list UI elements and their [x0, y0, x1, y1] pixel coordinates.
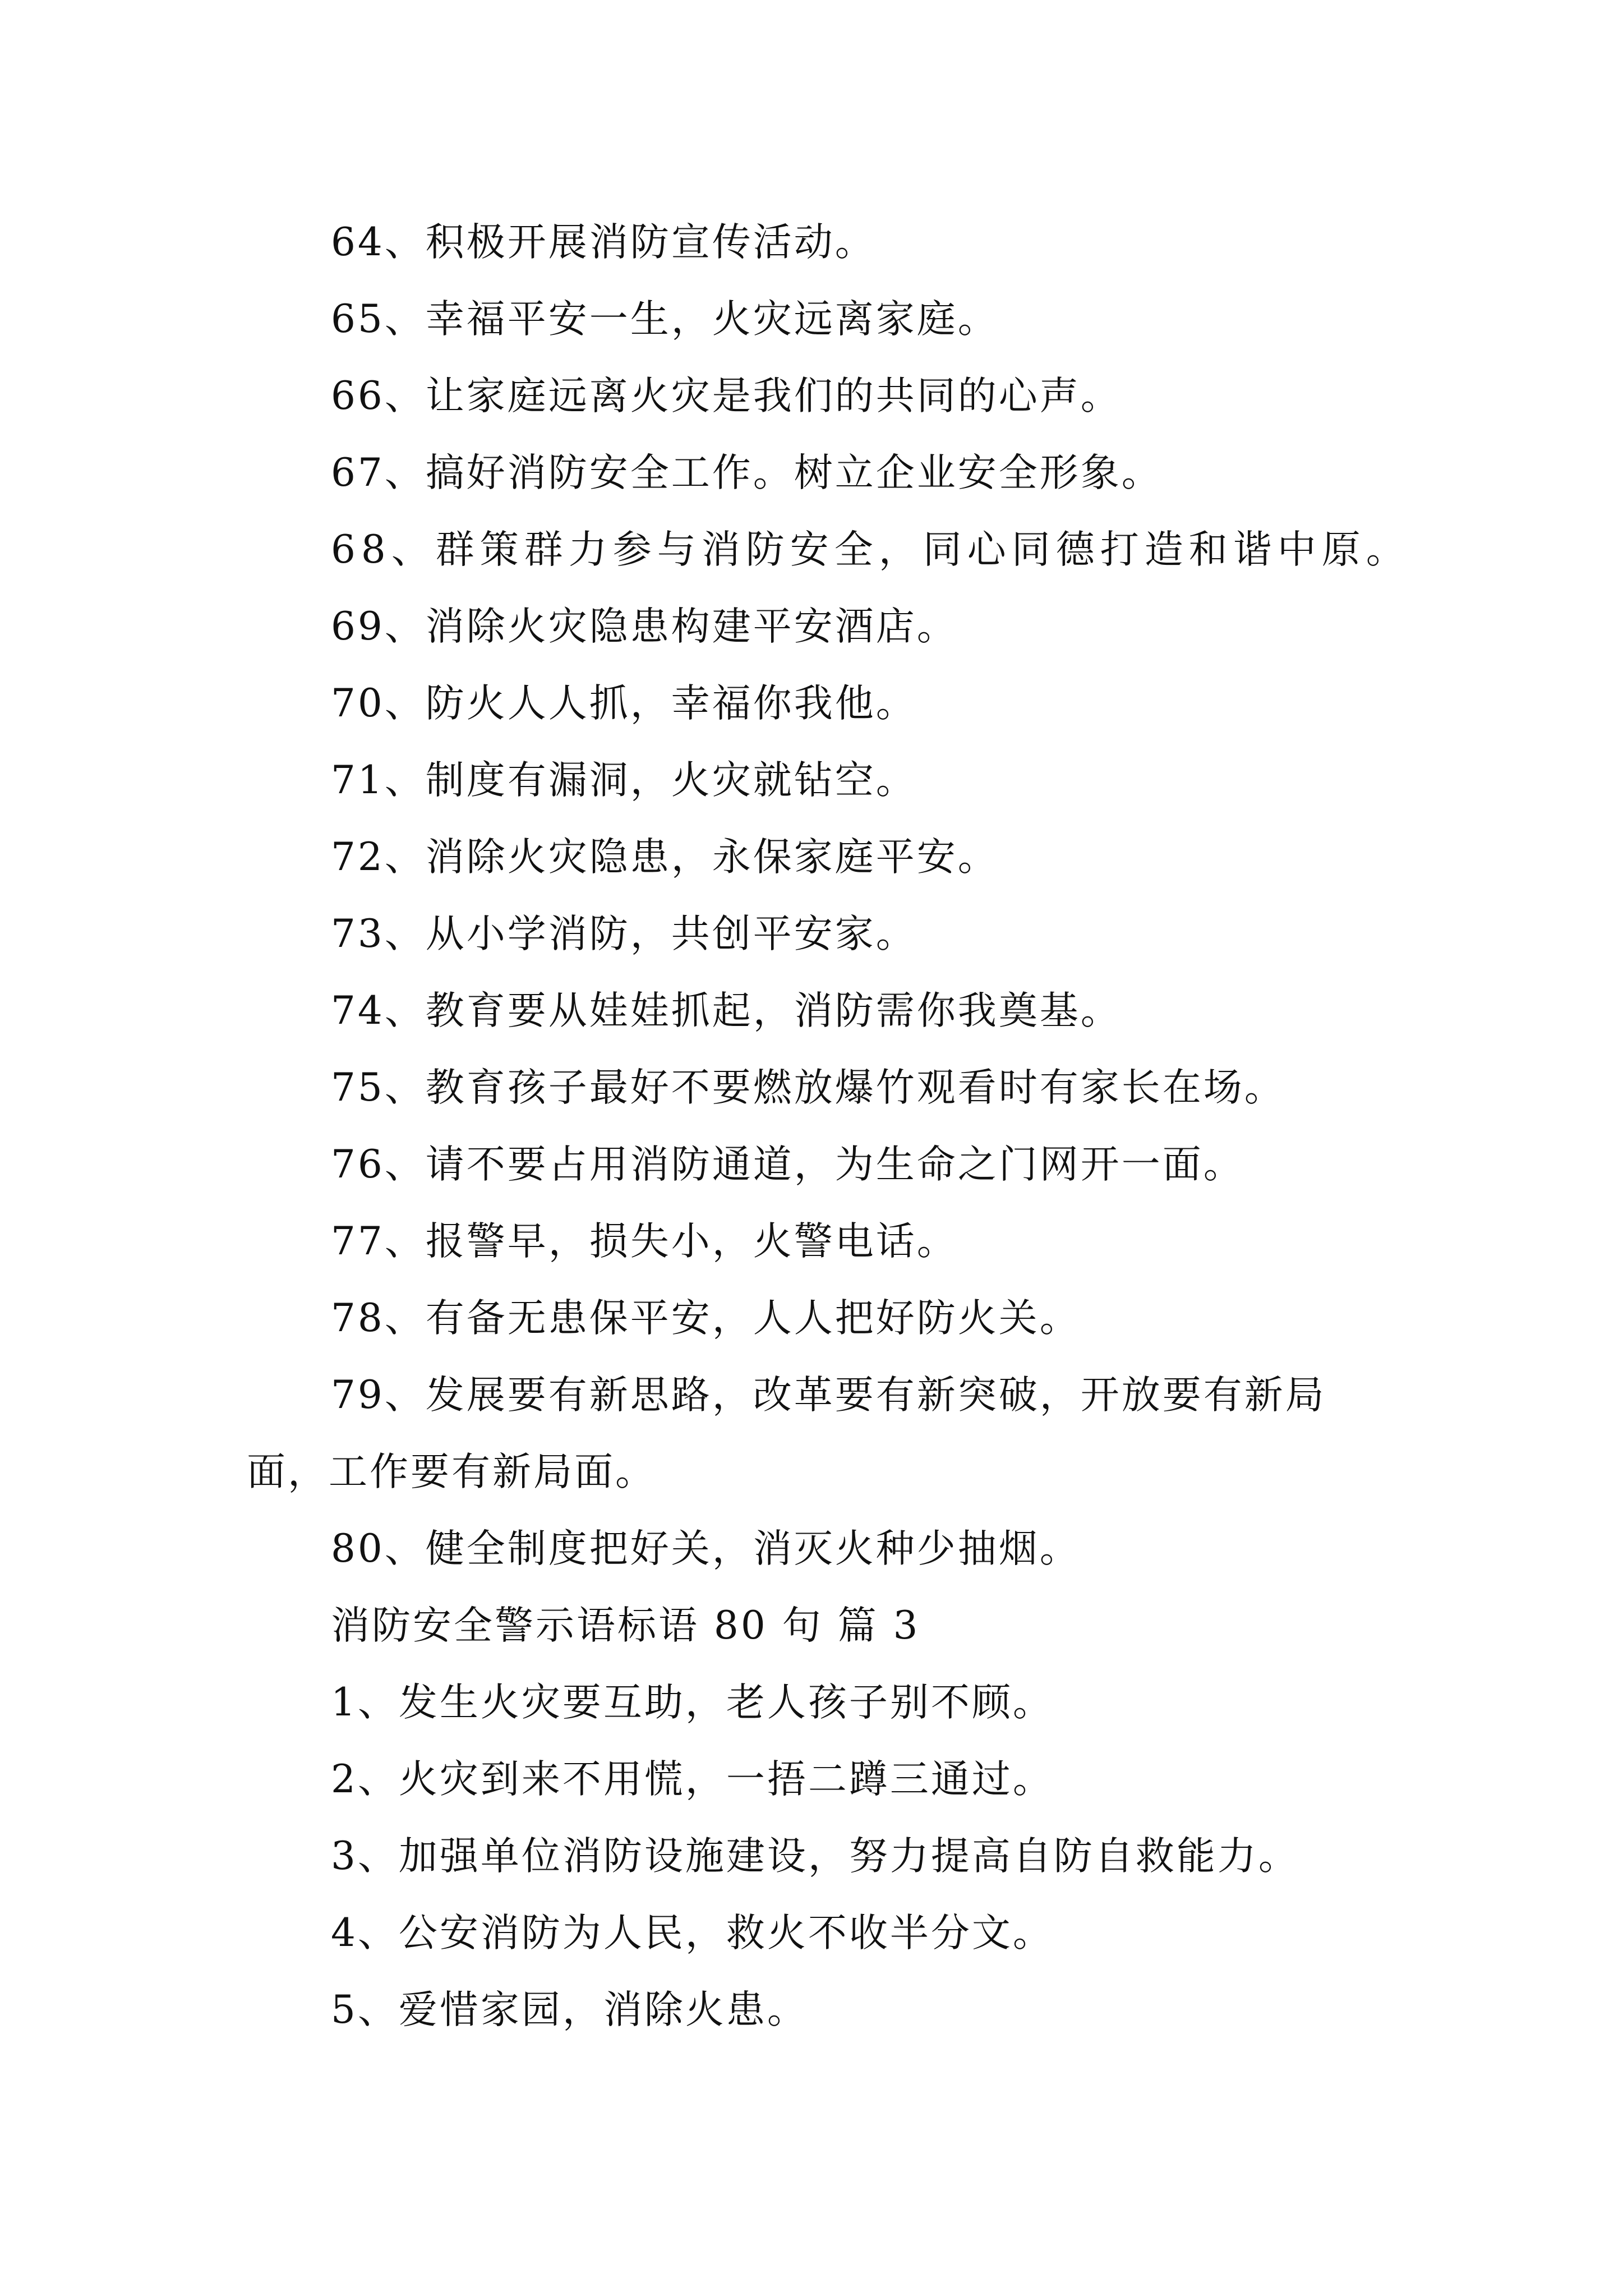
- text-line: 1、发生火灾要互助，老人孩子别不顾。: [331, 1680, 1054, 1725]
- text-line: 72、消除火灾隐患，永保家庭平安。: [331, 835, 999, 880]
- text-line: 66、让家庭远离火灾是我们的共同的心声。: [331, 374, 1122, 418]
- text-line: 4、公安消防为人民，救火不收半分文。: [331, 1911, 1054, 1955]
- section-heading: 消防安全警示语标语 80 句 篇 3: [331, 1603, 920, 1648]
- text-line: 67、搞好消防安全工作。树立企业安全形象。: [331, 450, 1163, 495]
- text-line: 68、群策群力参与消防安全，同心同德打造和谐中原。: [331, 527, 1410, 572]
- text-line: 71、制度有漏洞，火灾就钻空。: [331, 758, 917, 803]
- text-line: 75、教育孩子最好不要燃放爆竹观看时有家长在场。: [331, 1065, 1285, 1110]
- text-line: 3、加强单位消防设施建设，努力提高自防自救能力。: [331, 1834, 1299, 1879]
- text-line: 65、幸福平安一生，火灾远离家庭。: [331, 297, 999, 342]
- text-line: 70、防火人人抓，幸福你我他。: [331, 681, 917, 726]
- text-line: 69、消除火灾隐患构建平安酒店。: [331, 604, 958, 649]
- text-line: 64、积极开展消防宣传活动。: [331, 220, 876, 265]
- text-line: 5、爱惜家园，消除火患。: [331, 1987, 808, 2032]
- text-line: 73、从小学消防，共创平安家。: [331, 912, 917, 956]
- text-line: 74、教育要从娃娃抓起，消防需你我奠基。: [331, 988, 1122, 1033]
- text-line: 80、健全制度把好关，消灭火种少抽烟。: [331, 1526, 1081, 1571]
- text-line: 76、请不要占用消防通道，为生命之门网开一面。: [331, 1142, 1244, 1187]
- document-body: [247, 0, 1410, 2296]
- text-line-continuation: 面，工作要有新局面。: [247, 1450, 656, 1494]
- text-line: 78、有备无患保平安，人人把好防火关。: [331, 1296, 1081, 1341]
- text-line: 79、发展要有新思路，改革要有新突破，开放要有新局: [331, 1373, 1326, 1418]
- text-line: 2、火灾到来不用慌，一捂二蹲三通过。: [331, 1757, 1054, 1802]
- text-line: 77、报警早，损失小，火警电话。: [331, 1219, 958, 1264]
